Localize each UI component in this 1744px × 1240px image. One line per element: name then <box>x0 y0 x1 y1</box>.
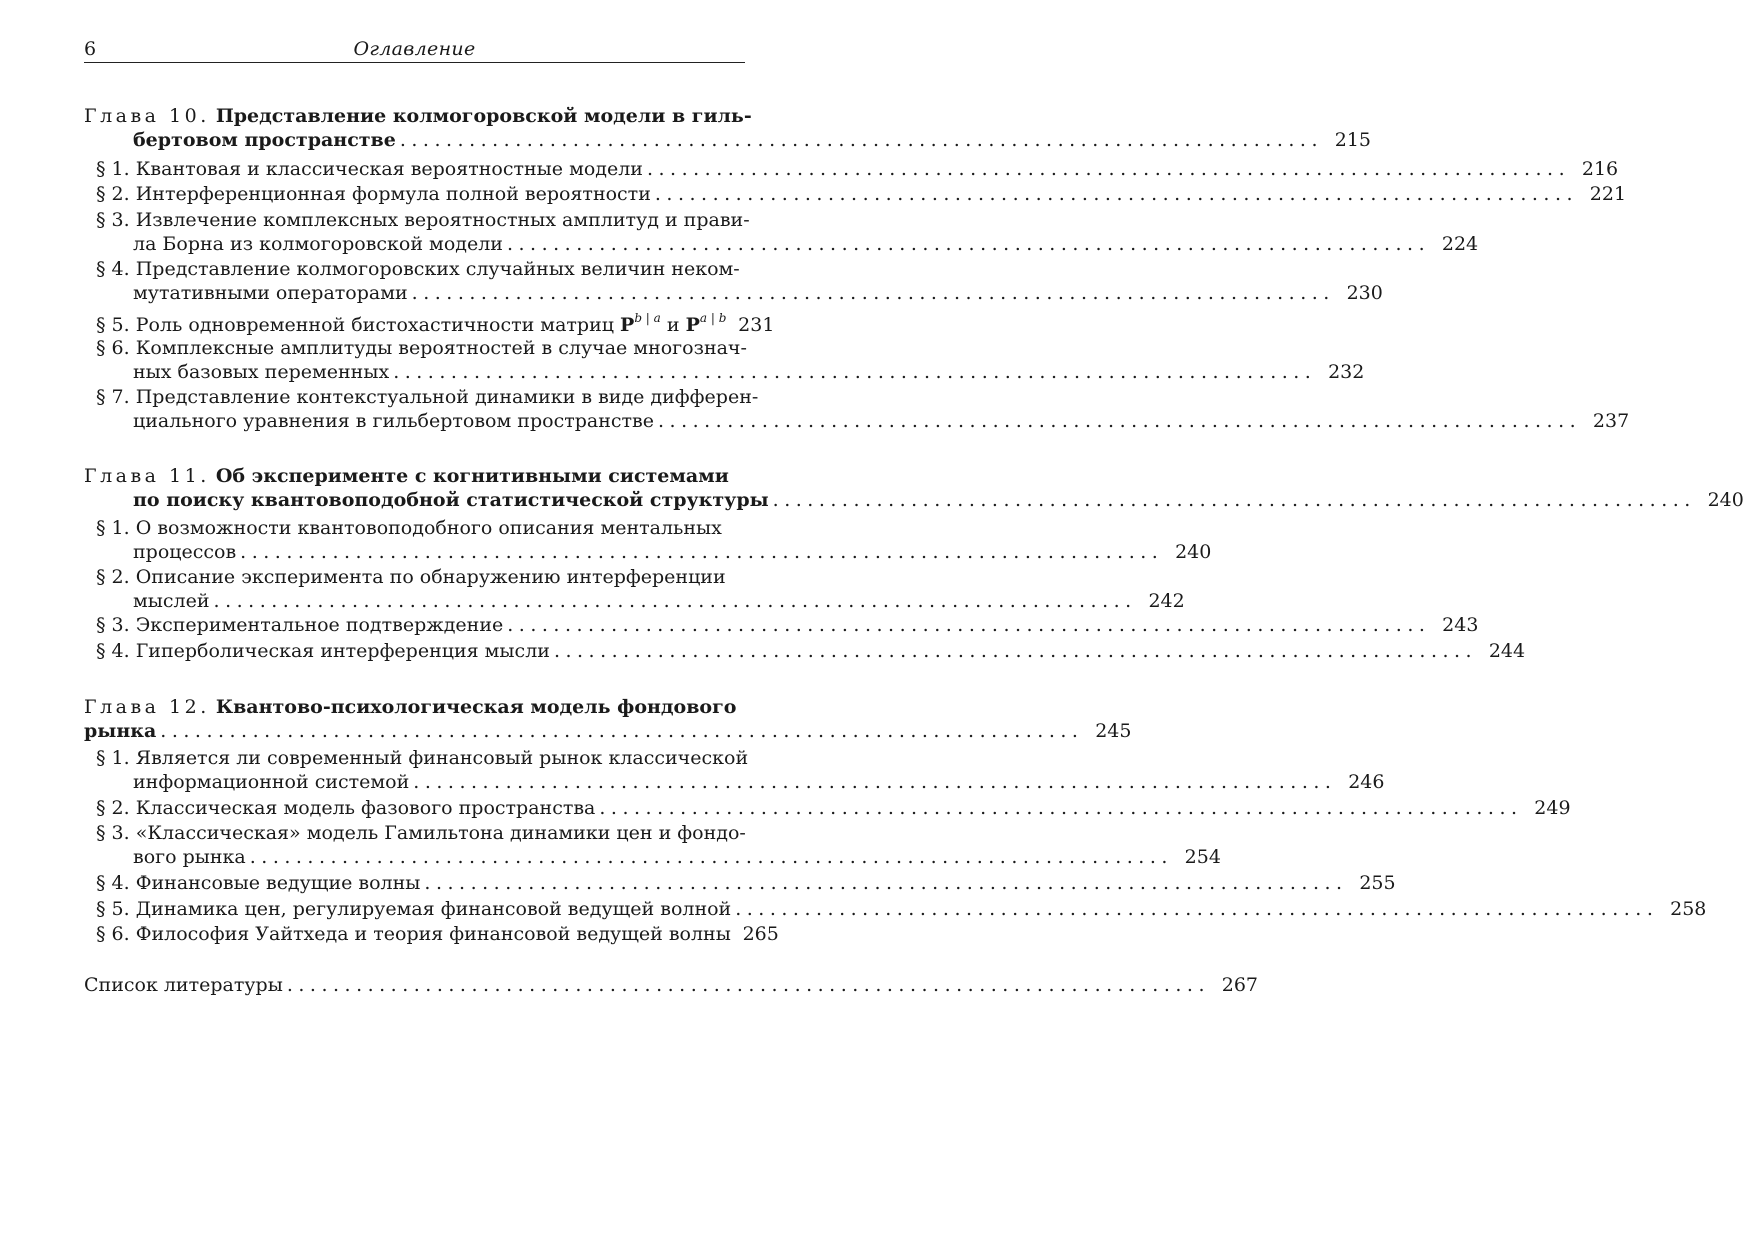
leader-dots: ................................................................................ <box>772 489 1696 511</box>
section-number: § 7. <box>96 386 130 408</box>
section-number: § 5. <box>96 898 130 920</box>
section-title: Комплексные амплитуды вероятностей в случае многознач- <box>135 337 747 359</box>
section-number: § 4. <box>96 640 130 662</box>
page-ref: 232 <box>1328 361 1365 383</box>
toc-entry-continued[interactable] <box>133 280 1383 306</box>
section-title: О возможности квантовоподобного описания ментальных <box>135 517 722 539</box>
leader-dots: ................................................................................ <box>160 720 1084 742</box>
page-ref: 240 <box>1707 489 1744 511</box>
page-ref: 221 <box>1589 183 1627 205</box>
leader-dots: ................................................................................ <box>424 872 1348 894</box>
section-title: Динамика цен, регулируемая финансовой ведущей волной <box>135 898 732 920</box>
page-ref: 265 <box>742 923 779 945</box>
section-title-continued: мыслей <box>133 590 210 612</box>
toc-entry[interactable] <box>96 384 759 410</box>
leader-dots: ................................................................................ <box>506 233 1431 255</box>
section-title: Представление колмогоровских случайных величин неком- <box>135 258 740 280</box>
running-title: Оглавление <box>353 38 476 60</box>
toc-entry-continued[interactable] <box>133 408 1630 434</box>
section-title-continued: мутативными операторами <box>133 282 408 304</box>
chapter-10-title-line2[interactable] <box>133 127 1371 153</box>
page-ref: 237 <box>1592 410 1630 432</box>
section-title: «Классическая» модель Гамильтона динамики цен и фондо- <box>135 822 746 844</box>
chapter-title-continued: по поиску квантовоподобной статистической структуры <box>133 489 769 511</box>
section-number: § 6. <box>96 923 130 945</box>
chapter-10-title-line1[interactable] <box>84 103 752 129</box>
page-ref: 224 <box>1441 233 1479 255</box>
section-title: Является ли современный финансовый рынок классической <box>135 747 749 769</box>
conjunction: и <box>666 314 680 336</box>
chapter-title-continued: бертовом пространстве <box>133 129 396 151</box>
leader-dots: ................................................................................ <box>393 361 1317 383</box>
chapter-label: Глава 12. <box>84 696 210 718</box>
section-number: § 3. <box>96 614 130 636</box>
section-title-continued: информационной системой <box>133 771 410 793</box>
chapter-title: Представление колмогоровской модели в гиль- <box>215 105 752 127</box>
section-title: Квантовая и классическая вероятностные модели <box>135 158 643 180</box>
section-title-continued: ла Борна из колмогоровской модели <box>133 233 503 255</box>
leader-dots: ................................................................................ <box>646 158 1571 180</box>
toc-entry[interactable] <box>96 745 749 771</box>
toc-entry-continued[interactable] <box>133 231 1479 257</box>
page-number: 6 <box>84 38 97 60</box>
toc-entry[interactable] <box>96 207 750 233</box>
section-title-continued: процессов <box>133 541 237 563</box>
toc-entry[interactable] <box>96 795 1571 821</box>
section-title-continued: циального уравнения в гильбертовом пространстве <box>133 410 654 432</box>
leader-dots: ................................................................................ <box>553 640 1478 662</box>
toc-entry-continued[interactable] <box>133 539 1212 565</box>
section-number: § 3. <box>96 209 130 231</box>
running-header <box>84 36 745 63</box>
chapter-12-title-line2[interactable] <box>84 718 1132 744</box>
section-number: § 1. <box>96 747 130 769</box>
chapter-title: Об эксперименте с когнитивными системами <box>215 465 729 487</box>
page-ref: 240 <box>1175 541 1212 563</box>
leader-dots: ................................................................................ <box>213 590 1137 612</box>
section-title-continued: вого рынка <box>133 846 246 868</box>
leader-dots: ................................................................................ <box>654 183 1579 205</box>
toc-entry[interactable] <box>96 181 1627 207</box>
toc-entry[interactable] <box>96 256 740 282</box>
section-number: § 1. <box>96 158 130 180</box>
page-ref: 244 <box>1488 640 1526 662</box>
toc-entry-continued[interactable] <box>133 769 1385 795</box>
chapter-label: Глава 11. <box>84 465 210 487</box>
section-title-continued: ных базовых переменных <box>133 361 390 383</box>
toc-entry[interactable] <box>96 921 779 947</box>
section-number: § 6. <box>96 337 130 359</box>
section-title: Экспериментальное подтверждение <box>135 614 504 636</box>
toc-entry[interactable] <box>96 638 1526 664</box>
leader-dots: ................................................................................ <box>240 541 1164 563</box>
toc-entry[interactable] <box>96 156 1619 182</box>
chapter-label: Глава 10. <box>84 105 210 127</box>
leader-dots: ................................................................................ <box>735 898 1659 920</box>
leader-dots: ................................................................................ <box>657 410 1582 432</box>
toc-entry[interactable] <box>96 515 722 541</box>
page-ref: 230 <box>1346 282 1383 304</box>
page-ref: 249 <box>1534 797 1571 819</box>
matrix-superscript: b | a <box>634 311 661 325</box>
toc-entry[interactable] <box>96 870 1396 896</box>
section-title: Философия Уайтхеда и теория финансовой ведущей волны <box>135 923 731 945</box>
chapter-11-title-line1[interactable] <box>84 463 729 489</box>
toc-entry[interactable] <box>96 612 1479 638</box>
page-ref: 254 <box>1184 846 1221 868</box>
toc-entry[interactable] <box>96 896 1707 922</box>
page-ref: 216 <box>1581 158 1619 180</box>
chapter-11-title-line2[interactable] <box>133 487 1744 513</box>
toc-entry-continued[interactable] <box>133 588 1185 614</box>
chapter-title-continued: рынка <box>84 720 157 742</box>
leader-dots: ................................................................................ <box>413 771 1337 793</box>
toc-entry-continued[interactable] <box>133 844 1221 870</box>
toc-entry[interactable] <box>96 564 726 590</box>
section-title: Финансовые ведущие волны <box>135 872 421 894</box>
leader-dots: ................................................................................ <box>411 282 1335 304</box>
section-number: § 5. <box>96 314 130 336</box>
matrix-symbol: P <box>685 314 700 336</box>
section-title: Классическая модель фазового пространства <box>135 797 596 819</box>
page-ref: 242 <box>1148 590 1185 612</box>
section-number: § 4. <box>96 872 130 894</box>
leader-dots: ................................................................................ <box>286 974 1210 996</box>
section-title: Роль одновременной бистохастичности матриц <box>135 314 614 336</box>
matrix-superscript: a | b <box>699 311 727 325</box>
page-ref: 258 <box>1670 898 1707 920</box>
section-title: Интерференционная формула полной вероятности <box>135 183 651 205</box>
bibliography-entry[interactable] <box>84 972 1258 998</box>
chapter-title: Квантово-психологическая модель фондового <box>215 696 737 718</box>
section-number: § 3. <box>96 822 130 844</box>
section-number: § 1. <box>96 517 130 539</box>
page-ref: 255 <box>1359 872 1396 894</box>
section-number: § 2. <box>96 797 130 819</box>
section-number: § 2. <box>96 566 130 588</box>
toc-entry-continued[interactable] <box>133 359 1365 385</box>
toc-entry[interactable] <box>96 820 746 846</box>
leader-dots: ................................................................................ <box>399 129 1323 151</box>
page-ref: 231 <box>738 314 775 336</box>
page-ref: 267 <box>1221 974 1258 996</box>
section-number: § 2. <box>96 183 130 205</box>
section-title: Представление контекстуальной динамики в виде дифферен- <box>135 386 759 408</box>
page-ref: 243 <box>1442 614 1479 636</box>
page-ref: 215 <box>1334 129 1371 151</box>
page-ref: 246 <box>1348 771 1385 793</box>
matrix-symbol: P <box>620 314 635 336</box>
section-number: § 4. <box>96 258 130 280</box>
leader-dots: ................................................................................ <box>599 797 1523 819</box>
leader-dots: ................................................................................ <box>249 846 1173 868</box>
bibliography-label: Список литературы <box>84 974 283 996</box>
section-title: Описание эксперимента по обнаружению интерференции <box>135 566 726 588</box>
page-ref: 245 <box>1095 720 1132 742</box>
chapter-12-title-line1[interactable] <box>84 694 737 720</box>
section-title: Извлечение комплексных вероятностных амплитуд и прави- <box>135 209 750 231</box>
toc-entry[interactable] <box>96 335 747 361</box>
section-title: Гиперболическая интерференция мысли <box>135 640 550 662</box>
leader-dots: ................................................................................ <box>507 614 1431 636</box>
